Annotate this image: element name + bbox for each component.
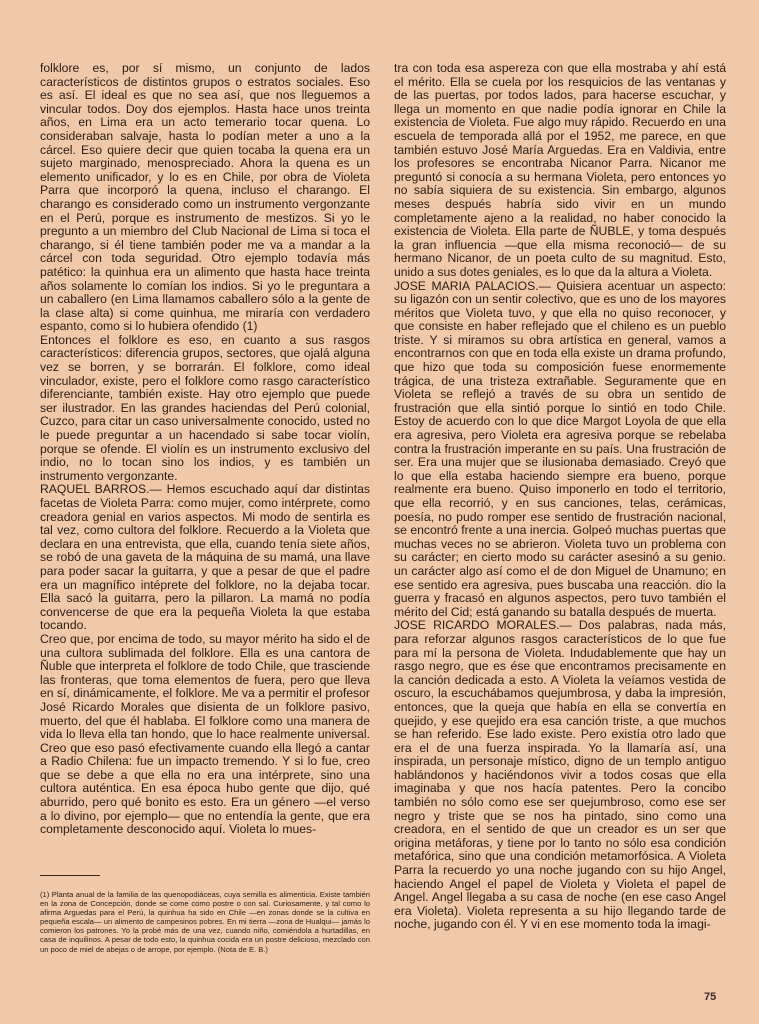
page-number: 75 — [704, 991, 717, 1003]
left-column — [40, 62, 370, 837]
footnote-text: (1) Planta anual de la familia de las quenopodiáceas, cuya semilla es alimenticia. Existe también en la zona de Concepción, donde se come como postre o con sal. Curiosamente, y tal como lo afirma Arguedas para el Perú, la quinhua ha sido en Chile —en zonas donde se la cultiva en pequeña escala— un alimento de campesinos pobres. En mi tierra —zona de Hualqui— jamás lo comieron los patrones. Yo la probé más de una vez, cuando niño, comiéndola a hurtadillas, en casa de inquilinos. A pesar de todo esto, la quinhua cocida era un postre delicioso, mezclado con un poco de miel de abejas o de arrope, por ejemplo. (Nota de E. B.) — [40, 890, 370, 954]
paragraph: RAQUEL BARROS.— Hemos escuchado aquí dar distintas facetas de Violeta Parra: como mujer, como intérprete, como creadora genial en varios aspectos. Mi modo de sentirla es tal vez, como cultora del folklore. Recuerdo a la Violeta que declara en una entrevista, que ella, cuando tenía siete años, se robó de una gaveta de la máquina de su mamá, una llave para poder sacar la guitarra, y que a pesar de que el padre era un magnífico intéprete del folklore, no la dejaba tocar. Ella sacó la guitarra, pero la pillaron. La mamá no podía convencerse de que era la pequeña Violeta la que estaba tocando. — [40, 482, 370, 633]
paragraph: Entonces el folklore es eso, en cuanto a sus rasgos característicos: diferencia grupos, sectores, que ojalá alguna vez se borren, y se borrarán. El folklore, como ideal vinculador, existe, pero el folklore como rasgo característico diferenciante, también existe. Hay otro ejemplo que puede ser ilustrador. En las grandes haciendas del Perú colonial, Cuzco, para citar un caso universalmente conocido, usted no le puede preguntar a un hacendado si sabe tocar violín, porque se ofende. El violín es un instrumento exclusivo del indio, no lo tocan sino los indios, y es también un instrumento vergonzante. — [40, 332, 370, 483]
footnote-divider — [40, 875, 100, 876]
paragraph: Creo que, por encima de todo, su mayor mérito ha sido el de una cultora sublimada del folklore. Ella es una cantora de Ñuble que interpreta el folklore de todo Chile, que trasciende las fronteras, que toma elementos de fuera, pero que lleva en sí, dinámicamente, el folklore. Me va a permitir el profesor José Ricardo Morales que disienta de un folklore pasivo, muerto, del que él hablaba. El folklore como una manera de vida lo lleva ella tan hondo, que lo hace realmente universal. Creo que eso pasó efectivamente cuando ella llegó a cantar a Radio Chilena: fue un impacto tremendo. Y si lo fue, creo que se debe a que ella no era una intérprete, sino una cultora auténtica. En esa época hubo gente que dijo, qué aburrido, pero qué bonito es esto. Era un género —el verso a lo divino, por ejemplo— que no entendía la gente, que era completamente desconocido aquí. Violeta lo mues- — [40, 631, 370, 837]
paragraph: JOSE MARIA PALACIOS.— Quisiera acentuar un aspecto: su ligazón con un sentir colectivo, que es uno de los mayores méritos que Violeta tuvo, y que ella no quiso reconocer, y que consiste en haber reflejado que el chileno es un pueblo triste. Y si miramos su obra artística en general, vamos a encontrarnos con que en toda ella existe un drama profundo, que hizo que toda su composición fuese enormemente trágica, de una tristeza extrañable. Seguramente que en Violeta se reflejó a través de su obra un sentido de frustración que ella sintió porque lo sintió en todo Chile. Estoy de acuerdo con lo que dice Margot Loyola de que ella era agresiva, pero Violeta era agresiva porque se rebelaba contra la frustración imperante en su país. Una frustración de ser. Era una mujer que se ilusionaba demasiado. Creyó que lo que ella estaba haciendo siempre era bueno, porque realmente era bueno. Quiso imponerlo en todo el territorio, que ella recorrió, y en sus canciones, telas, cerámicas, poesía, no pudo romper ese sentido de frustración nacional, se encontró frente a una inercia. Golpeó muchas puertas que muchas veces no se abrieron. Violeta tuvo un problema con su carácter; en cierto modo su carácter asesinó a su genio. un carácter algo así como el de don Miguel de Unamuno; en ese sentido era agresiva, pues buscaba una reacción. dio la guerra y fracasó en algunos aspectos, pero tuvo también el mérito del Cid; está ganando su batalla después de muerta. — [394, 278, 726, 619]
footnote — [40, 890, 370, 954]
paragraph: folklore es, por sí mismo, un conjunto de lados característicos de distintos grupos o estratos sociales. Eso es así. El ideal es que no sea así, que nos lleguemos a vincular todos. Doy dos ejemplos. Hasta hace unos treinta años, en Lima era un acto temerario tocar quena. Lo consideraban salvaje, hasta lo podían meter a uno a la cárcel. Eso quiere decir que quien tocaba la quena era un sujeto marginado, menospreciado. Ahora la quena es un elemento unificador, y lo es en Chile, por obra de Violeta Parra que incorporó la quena, incluso el charango. El charango es considerado como un instrumento vergonzante en el Perú, porque es instrumento de mestizos. Si yo le pregunto a un miembro del Club Nacional de Lima si toca el charango, si él tiene también poder me va a mandar a la cárcel con toda seguridad. Otro ejemplo todavía más patético: la quinhua era un alimento que hasta hace treinta años solamente lo comían los indios. Si yo le preguntara a un caballero (en Lima llamamos caballero sólo a la gente de la clase alta) si come quinhua, me miraría con verdadero espanto, como si lo hubiera ofendido (1) — [40, 61, 370, 334]
right-column — [394, 62, 726, 932]
paragraph: tra con toda esa aspereza con que ella mostraba y ahí está el mérito. Ella se cuela por los resquicios de las ventanas y de las puertas, por todos lados, para hacerse escuchar, y llega un momento en que nadie podía ignorar en Chile la existencia de Violeta. Fue algo muy rápido. Recuerdo en una escuela de temporada allá por el 1952, me parece, en que también estuvo José María Arguedas. Era en Valdivia, entre los profesores se encontraba Nicanor Parra. Nicanor me preguntó si conocía a su hermana Violeta, pero entonces yo no sabía siquiera de su existencia. Sin embargo, algunos meses después habría sido vivir en un mundo completamente ajeno a la realidad, no haber conocido la existencia de Violeta. Ella parte de ÑUBLE, y toma después la gran influencia —que ella misma reconoció— de su hermano Nicanor, de un poeta culto de su magnitud. Esto, unido a sus dotes geniales, es lo que da la altura a Violeta. — [394, 61, 726, 279]
paragraph: JOSE RICARDO MORALES.— Dos palabras, nada más, para reforzar algunos rasgos característicos de lo que fue para mí la persona de Violeta. Indudablemente que hay un rasgo negro, que es ése que encontramos precisamente en la canción dedicada a esto. A Violeta la veíamos vestida de oscuro, la escuchábamos quejumbrosa, y daba la impresión, entonces, que la queja que había en ella se convertía en quejido, y ese quejido era esa canción triste, a que muchos se han referido. Ese lado existe. Pero existía otro lado que era el de una fuerza inspirada. Yo la llamaría así, una inspirada, un personaje místico, digno de un templo antiguo hablándonos y haciéndonos vivir a todos cosas que ella imaginaba y que nos hacía patentes. Pero la concibo también no sólo como ese ser quejumbroso, como ese ser negro y triste que se nos ha pintado, sino como una creadora, en el sentido de que un creador es un ser que origina metáforas, y tiene por lo tanto no sólo esa condición metafórica, sino que una condición metamorfósica. A Violeta Parra la recuerdo yo una noche jugando con su hijo Angel, haciendo Angel el papel de Violeta y Violeta el papel de Angel. Angel llegaba a su casa de noche (en ese caso Angel era Violeta). Violeta representa a su hijo llegando tarde de noche, jugando con él. Y vi en ese momento toda la imagi- — [394, 618, 726, 932]
